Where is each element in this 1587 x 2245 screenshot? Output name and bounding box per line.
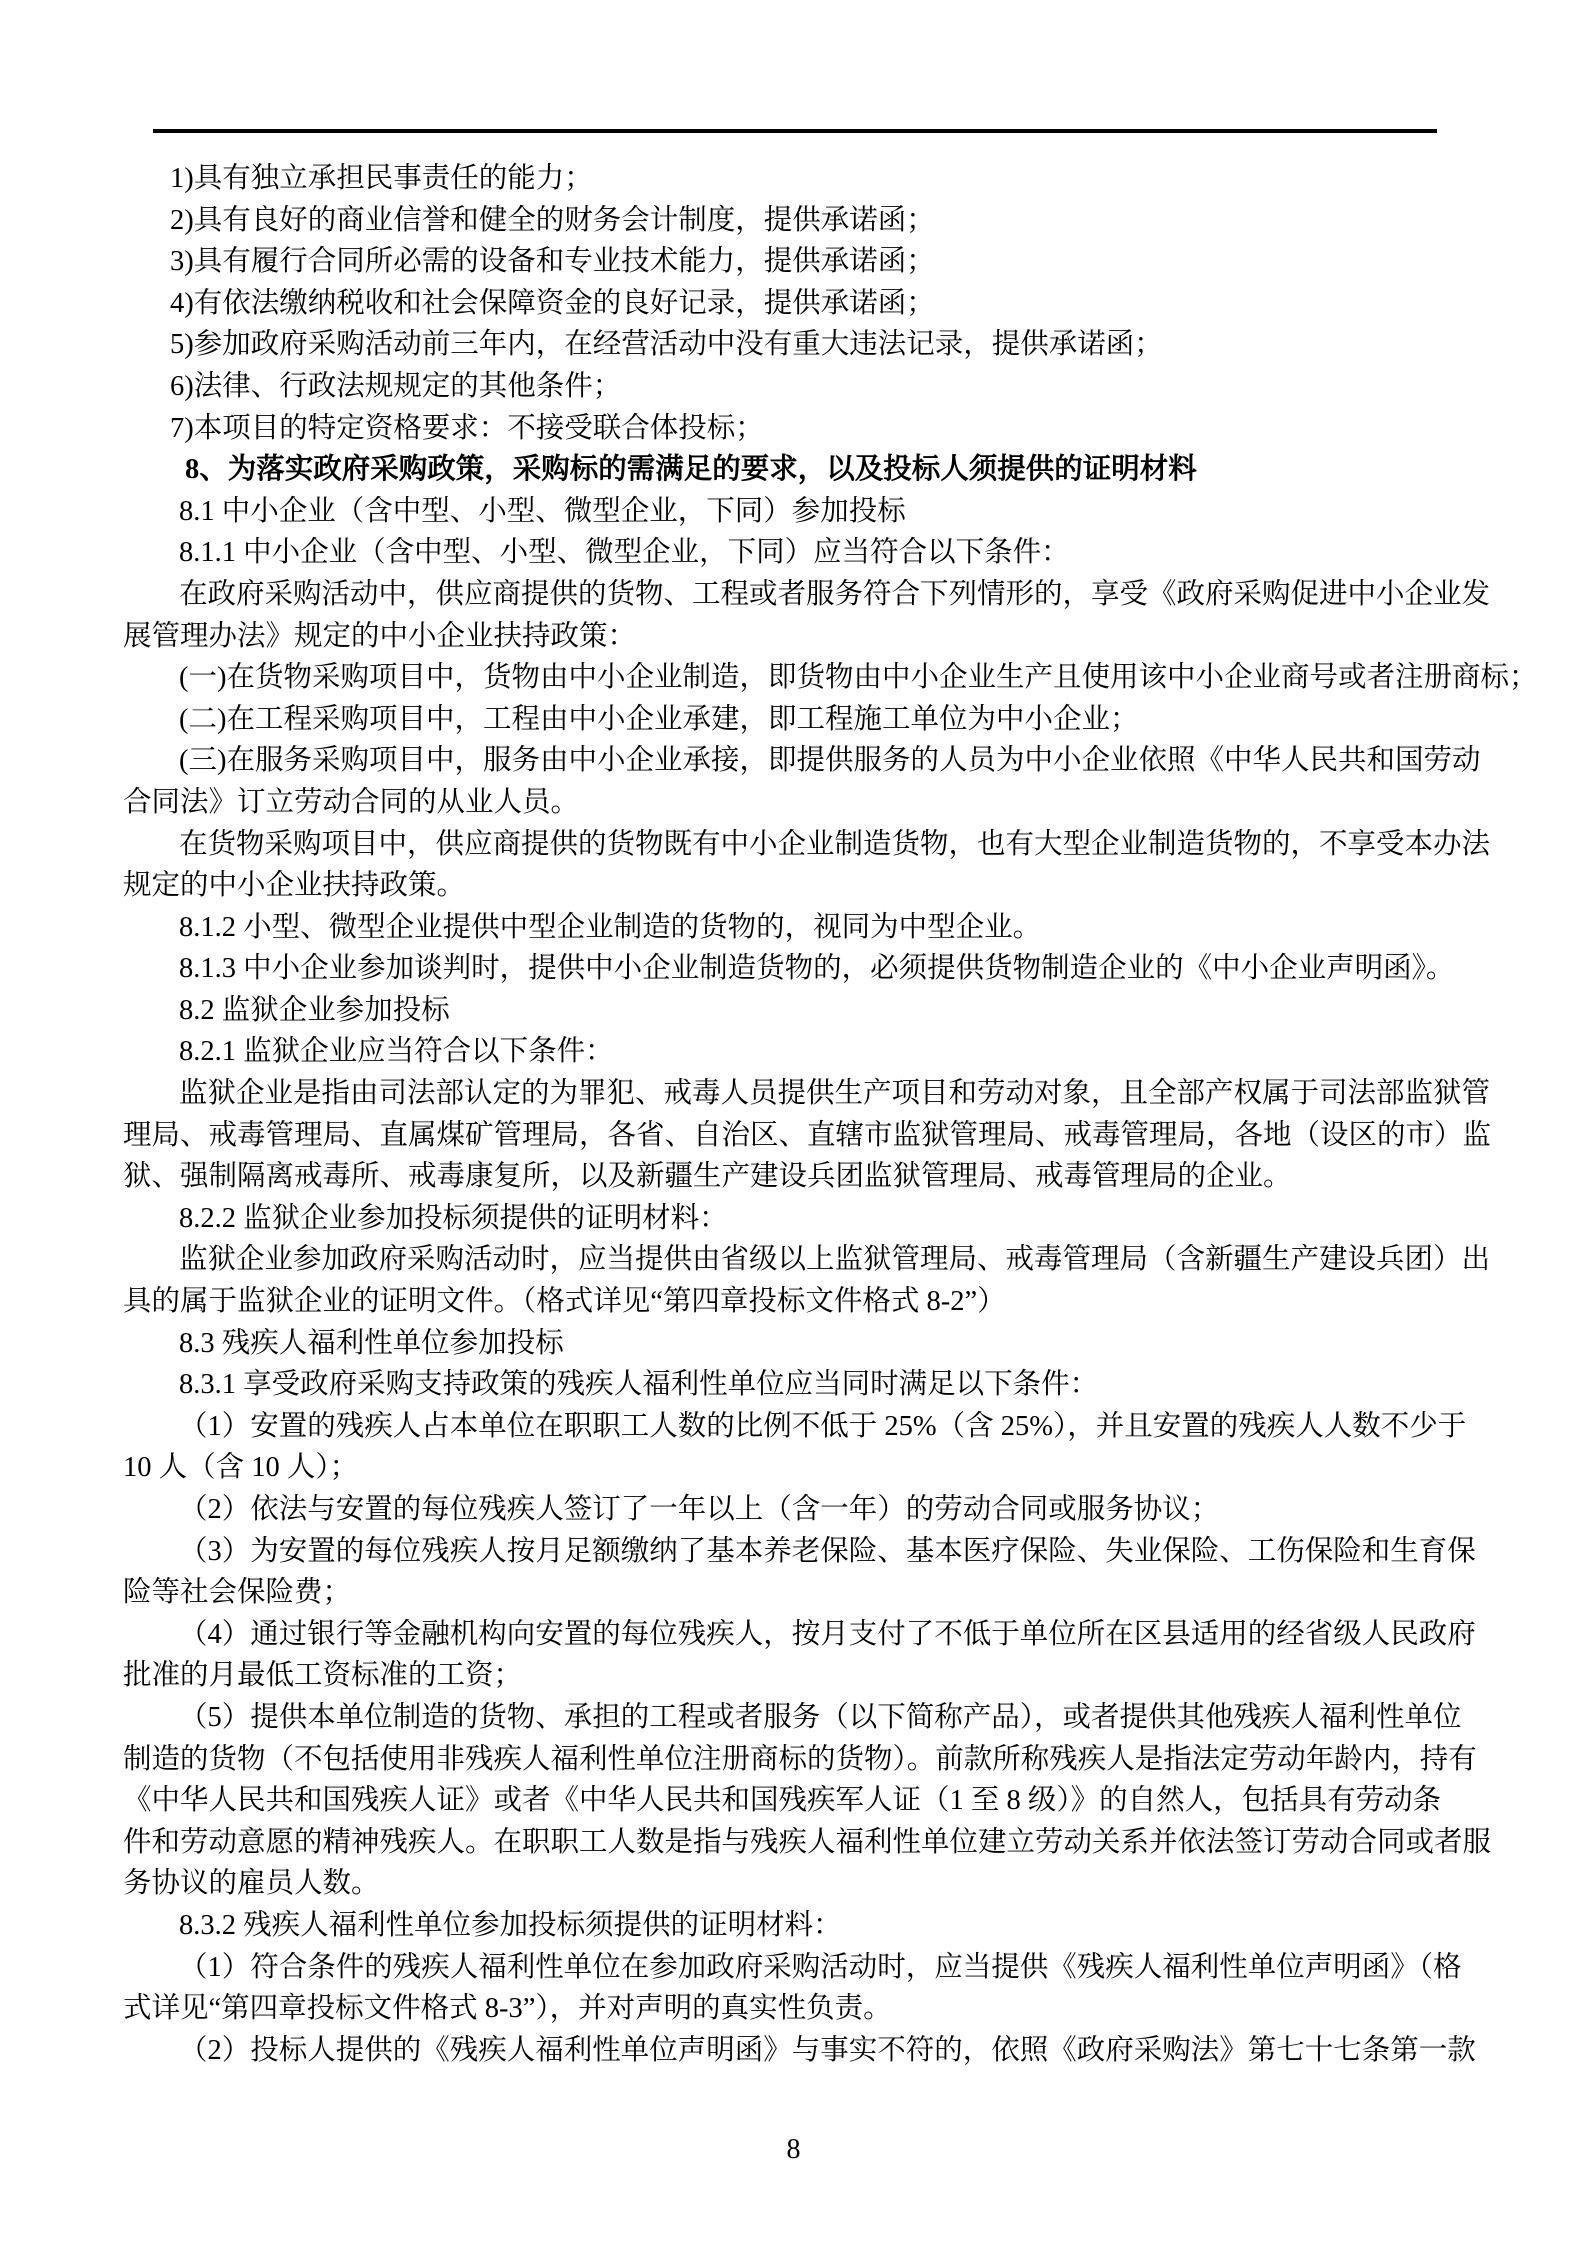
paragraph-line: 8.1 中小企业（含中型、小型、微型企业，下同）参加投标	[179, 495, 906, 527]
paragraph-line: (一)在货物采购项目中，货物由中小企业制造，即货物由中小企业生产且使用该中小企业商号或者注册商标；	[179, 662, 1538, 694]
paragraph-line: 7)本项目的特定资格要求：不接受联合体投标；	[170, 412, 764, 444]
paragraph-line: 10 人（含 10 人）；	[123, 1452, 359, 1484]
paragraph-line: 务协议的雇员人数。	[123, 1868, 380, 1900]
paragraph-line: （2）投标人提供的《残疾人福利性单位声明函》与事实不符的，依照《政府采购法》第七十七条第一款	[179, 2034, 1476, 2066]
paragraph-line: 监狱企业参加政府采购活动时，应当提供由省级以上监狱管理局、戒毒管理局（含新疆生产建设兵团）出	[179, 1244, 1491, 1276]
paragraph-line: 规定的中小企业扶持政策。	[123, 870, 466, 902]
paragraph-line: 在政府采购活动中，供应商提供的货物、工程或者服务符合下列情形的，享受《政府采购促进中小企业发	[179, 578, 1491, 610]
paragraph-line: 具的属于监狱企业的证明文件。（格式详见“第四章投标文件格式 8-2”）	[123, 1286, 1006, 1318]
paragraph-line: 8.1.2 小型、微型企业提供中型企业制造的货物的，视同为中型企业。	[179, 911, 1042, 943]
paragraph-line: （4）通过银行等金融机构向安置的每位残疾人，按月支付了不低于单位所在区县适用的经省级人民政府	[179, 1618, 1476, 1650]
paragraph-line: 2)具有良好的商业信誉和健全的财务会计制度，提供承诺函；	[170, 204, 935, 236]
paragraph-line: （1）符合条件的残疾人福利性单位在参加政府采购活动时，应当提供《残疾人福利性单位声明函》（格	[179, 1951, 1462, 1983]
paragraph-line: 狱、强制隔离戒毒所、戒毒康复所，以及新疆生产建设兵团监狱管理局、戒毒管理局的企业。	[123, 1161, 1292, 1193]
paragraph-line: 《中华人民共和国残疾人证》或者《中华人民共和国残疾军人证（1 至 8 级）》的自然人，包括具有劳动条	[123, 1785, 1442, 1817]
section-heading: 8、为落实政府采购政策，采购标的需满足的要求，以及投标人须提供的证明材料	[185, 454, 1197, 486]
paragraph-line: 3)具有履行合同所必需的设备和专业技术能力，提供承诺函；	[170, 246, 935, 278]
paragraph-line: （3）为安置的每位残疾人按月足额缴纳了基本养老保险、基本医疗保险、失业保险、工伤保险和生育保	[179, 1535, 1476, 1567]
paragraph-line: 5)参加政府采购活动前三年内，在经营活动中没有重大违法记录，提供承诺函；	[170, 329, 1163, 361]
paragraph-line: 式详见“第四章投标文件格式 8-3”），并对声明的真实性负责。	[123, 1993, 892, 2025]
paragraph-line: （5）提供本单位制造的货物、承担的工程或者服务（以下简称产品），或者提供其他残疾人福利性单位	[179, 1701, 1462, 1733]
paragraph-line: （2）依法与安置的每位残疾人签订了一年以上（含一年）的劳动合同或服务协议；	[179, 1494, 1220, 1525]
header-rule	[153, 129, 1437, 133]
paragraph-line: 合同法》订立劳动合同的从业人员。	[123, 786, 580, 818]
paragraph-line: 8.2.2 监狱企业参加投标须提供的证明材料：	[179, 1202, 728, 1234]
paragraph-line: 4)有依法缴纳税收和社会保障资金的良好记录，提供承诺函；	[170, 287, 935, 319]
paragraph-line: 监狱企业是指由司法部认定的为罪犯、戒毒人员提供生产项目和劳动对象，且全部产权属于司法部监狱管	[179, 1078, 1491, 1110]
paragraph-line: 制造的货物（不包括使用非残疾人福利性单位注册商标的货物）。前款所称残疾人是指法定劳动年龄内，持有	[123, 1743, 1477, 1775]
paragraph-line: 批准的月最低工资标准的工资；	[123, 1660, 523, 1692]
document-body	[123, 158, 1538, 2071]
paragraph-line: 1)具有独立承担民事责任的能力；	[170, 163, 593, 194]
paragraph-line: 8.1.3 中小企业参加谈判时，提供中小企业制造货物的，必须提供货物制造企业的《中小企业声明函》。	[179, 953, 1455, 985]
paragraph-line: 8.3.1 享受政府采购支持政策的残疾人福利性单位应当同时满足以下条件：	[179, 1369, 1099, 1401]
paragraph-line: 8.1.1 中小企业（含中型、小型、微型企业，下同）应当符合以下条件：	[179, 537, 1070, 569]
paragraph-line: 8.2.1 监狱企业应当符合以下条件：	[179, 1036, 614, 1068]
paragraph-line: 在货物采购项目中，供应商提供的货物既有中小企业制造货物，也有大型企业制造货物的，不享受本办法	[179, 828, 1491, 860]
paragraph-line: 件和劳动意愿的精神残疾人。在职职工人数是指与残疾人福利性单位建立劳动关系并依法签订劳动合同或者服	[123, 1826, 1492, 1858]
paragraph-line: 展管理办法》规定的中小企业扶持政策：	[123, 620, 637, 652]
paragraph-line: 理局、戒毒管理局、直属煤矿管理局，各省、自治区、直辖市监狱管理局、戒毒管理局，各地（设区的市）监	[123, 1119, 1492, 1151]
paragraph-line: 险等社会保险费；	[123, 1577, 352, 1609]
paragraph-line: 8.3 残疾人福利性单位参加投标	[179, 1327, 564, 1359]
paragraph-line: 8.2 监狱企业参加投标	[179, 994, 450, 1026]
page-number: 8	[786, 2134, 801, 2165]
paragraph-line: （1）安置的残疾人占本单位在职职工人数的比例不低于 25%（含 25%），并且安置的残疾人人数不少于	[179, 1410, 1467, 1442]
paragraph-line: 6)法律、行政法规规定的其他条件；	[170, 370, 622, 402]
paragraph-line: (三)在服务采购项目中，服务由中小企业承接，即提供服务的人员为中小企业依照《中华人民共和国劳动	[179, 745, 1481, 777]
paragraph-line: 8.3.2 残疾人福利性单位参加投标须提供的证明材料：	[179, 1909, 842, 1941]
paragraph-line: (二)在工程采购项目中，工程由中小企业承建，即工程施工单位为中小企业；	[179, 703, 1139, 735]
